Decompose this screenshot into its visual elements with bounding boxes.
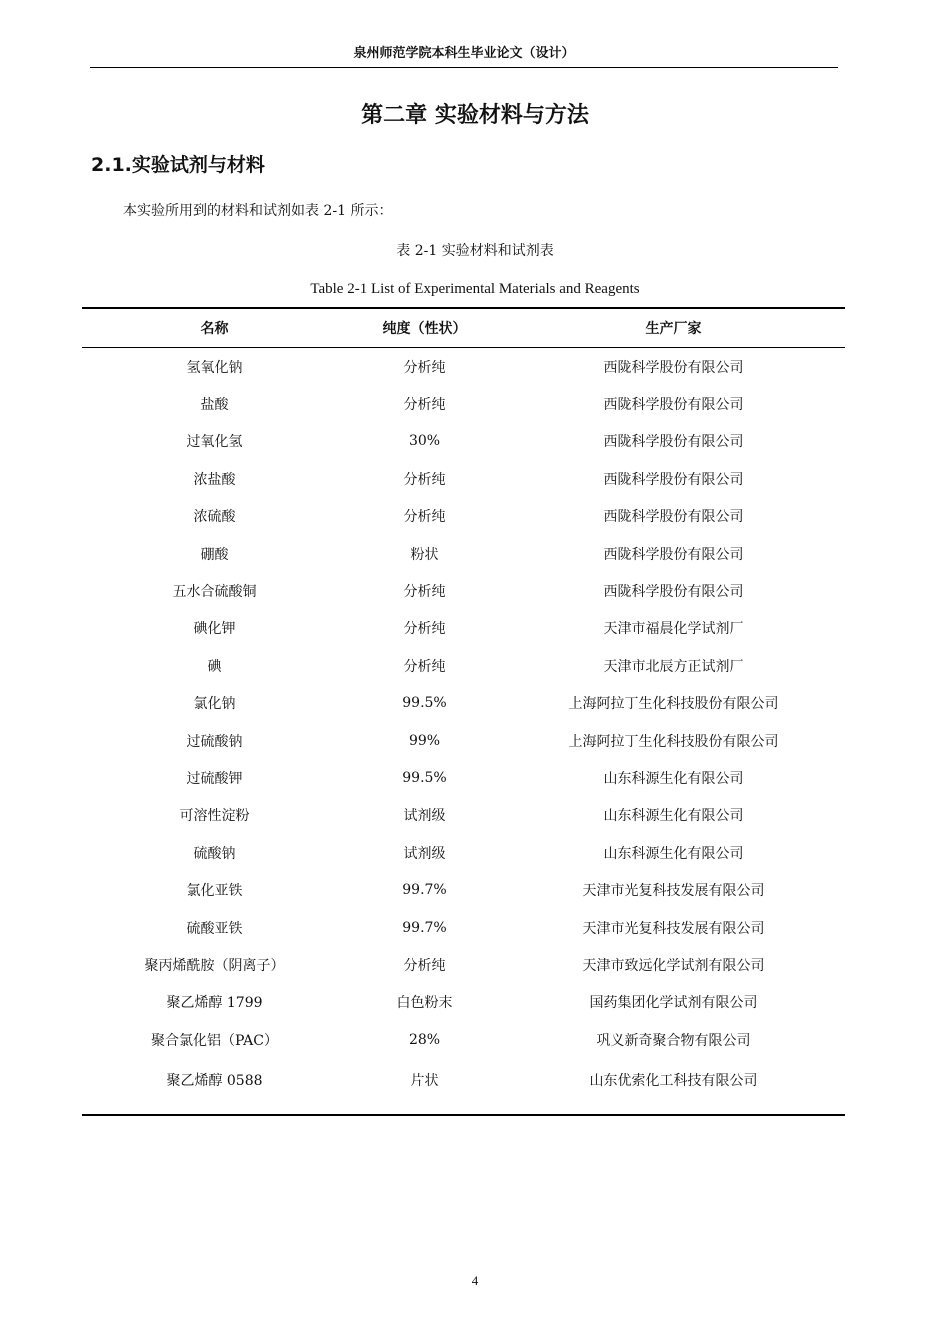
table-row — [82, 984, 845, 1021]
cell-purity: 分析纯 — [403, 509, 446, 526]
table-caption-en: Table 2-1 List of Experimental Materials and Reagents — [310, 281, 640, 297]
materials-table — [82, 307, 845, 1116]
table-row — [82, 572, 845, 609]
table-row — [82, 834, 845, 871]
page-header: 泉州师范学院本科生毕业论文（设计） — [353, 46, 575, 61]
cell-name: 氯化钠 — [193, 696, 236, 713]
table-body — [82, 348, 845, 1116]
cell-manufacturer: 上海阿拉丁生化科技股份有限公司 — [568, 696, 779, 713]
cell-name: 过硫酸钠 — [186, 733, 243, 750]
cell-name: 氯化亚铁 — [186, 883, 243, 900]
cell-manufacturer: 天津市光复科技发展有限公司 — [582, 883, 765, 900]
column-header-purity: 纯度（性状） — [347, 308, 502, 348]
table-row — [82, 385, 845, 422]
cell-name: 浓盐酸 — [193, 471, 236, 488]
cell-name: 盐酸 — [200, 397, 229, 414]
cell-manufacturer: 山东科源生化有限公司 — [603, 808, 744, 825]
cell-purity: 30% — [408, 433, 441, 450]
cell-manufacturer: 山东优索化工科技有限公司 — [589, 1073, 758, 1090]
table-row — [82, 685, 845, 722]
cell-name: 硼酸 — [200, 546, 229, 563]
cell-name: 过硫酸钾 — [186, 770, 243, 787]
table-row — [82, 460, 845, 497]
cell-manufacturer: 西陇科学股份有限公司 — [603, 359, 744, 376]
cell-name: 聚乙烯醇 1799 — [166, 995, 263, 1012]
cell-name: 硫酸钠 — [193, 845, 236, 862]
table-row — [82, 946, 845, 983]
table-row — [82, 1021, 845, 1058]
cell-purity: 分析纯 — [403, 471, 446, 488]
column-header-manufacturer: 生产厂家 — [502, 308, 845, 348]
chapter-title: 第二章 实验材料与方法 — [361, 103, 589, 128]
cell-name: 聚乙烯醇 0588 — [166, 1073, 263, 1090]
cell-name: 五水合硫酸铜 — [172, 584, 257, 601]
cell-purity: 99.5% — [402, 769, 447, 786]
column-header-name: 名称 — [82, 308, 347, 348]
cell-purity: 99.7% — [402, 919, 447, 936]
cell-purity: 99.5% — [402, 695, 447, 712]
intro-paragraph: 本实验所用到的材料和试剂如表 2-1 所示： — [123, 203, 393, 219]
cell-manufacturer: 上海阿拉丁生化科技股份有限公司 — [568, 733, 779, 750]
table-row — [82, 1058, 845, 1115]
cell-purity: 试剂级 — [403, 845, 446, 862]
table-row — [82, 871, 845, 908]
cell-manufacturer: 天津市致远化学试剂有限公司 — [582, 957, 765, 974]
cell-name: 聚合氯化铝（PAC） — [151, 1032, 278, 1049]
cell-manufacturer: 国药集团化学试剂有限公司 — [589, 995, 758, 1012]
cell-purity: 分析纯 — [403, 397, 446, 414]
cell-purity: 分析纯 — [403, 584, 446, 601]
cell-purity: 分析纯 — [403, 658, 446, 675]
table-row — [82, 535, 845, 572]
cell-name: 过氧化氢 — [186, 434, 243, 451]
cell-manufacturer: 山东科源生化有限公司 — [603, 770, 744, 787]
cell-purity: 分析纯 — [403, 359, 446, 376]
cell-manufacturer: 巩义新奇聚合物有限公司 — [596, 1032, 751, 1049]
table-header-row — [82, 308, 845, 348]
table-row — [82, 348, 845, 386]
cell-manufacturer: 天津市光复科技发展有限公司 — [582, 920, 765, 937]
table-caption-cn: 表 2-1 实验材料和试剂表 — [396, 243, 554, 259]
table-row — [82, 498, 845, 535]
cell-purity: 28% — [408, 1031, 441, 1048]
cell-manufacturer: 西陇科学股份有限公司 — [603, 509, 744, 526]
table-row — [82, 722, 845, 759]
cell-manufacturer: 西陇科学股份有限公司 — [603, 546, 744, 563]
cell-name: 浓硫酸 — [193, 509, 236, 526]
cell-manufacturer: 西陇科学股份有限公司 — [603, 397, 744, 414]
header-rule — [90, 67, 838, 68]
cell-manufacturer: 天津市北辰方正试剂厂 — [603, 658, 744, 675]
section-title: 2.1.实验试剂与材料 — [91, 154, 265, 176]
cell-manufacturer: 西陇科学股份有限公司 — [603, 471, 744, 488]
cell-purity: 白色粉末 — [396, 995, 453, 1012]
table-row — [82, 423, 845, 460]
page-number: 4 — [471, 1273, 479, 1288]
cell-manufacturer: 西陇科学股份有限公司 — [603, 584, 744, 601]
table-row — [82, 610, 845, 647]
cell-manufacturer: 山东科源生化有限公司 — [603, 845, 744, 862]
cell-purity: 粉状 — [410, 546, 439, 563]
cell-purity: 试剂级 — [403, 808, 446, 825]
cell-name: 碘 — [207, 658, 222, 675]
cell-purity: 分析纯 — [403, 957, 446, 974]
cell-purity: 片状 — [410, 1073, 439, 1090]
cell-name: 硫酸亚铁 — [186, 920, 243, 937]
table-row — [82, 797, 845, 834]
cell-purity: 99% — [408, 732, 441, 749]
cell-name: 聚丙烯酰胺（阴离子） — [144, 957, 285, 974]
table-row — [82, 647, 845, 684]
cell-name: 氢氧化钠 — [186, 359, 243, 376]
cell-purity: 99.7% — [402, 882, 447, 899]
cell-name: 可溶性淀粉 — [179, 808, 250, 825]
cell-purity: 分析纯 — [403, 621, 446, 638]
cell-manufacturer: 天津市福晨化学试剂厂 — [603, 621, 744, 638]
table-row — [82, 909, 845, 946]
table-row — [82, 759, 845, 796]
cell-name: 碘化钾 — [193, 621, 236, 638]
cell-manufacturer: 西陇科学股份有限公司 — [603, 434, 744, 451]
